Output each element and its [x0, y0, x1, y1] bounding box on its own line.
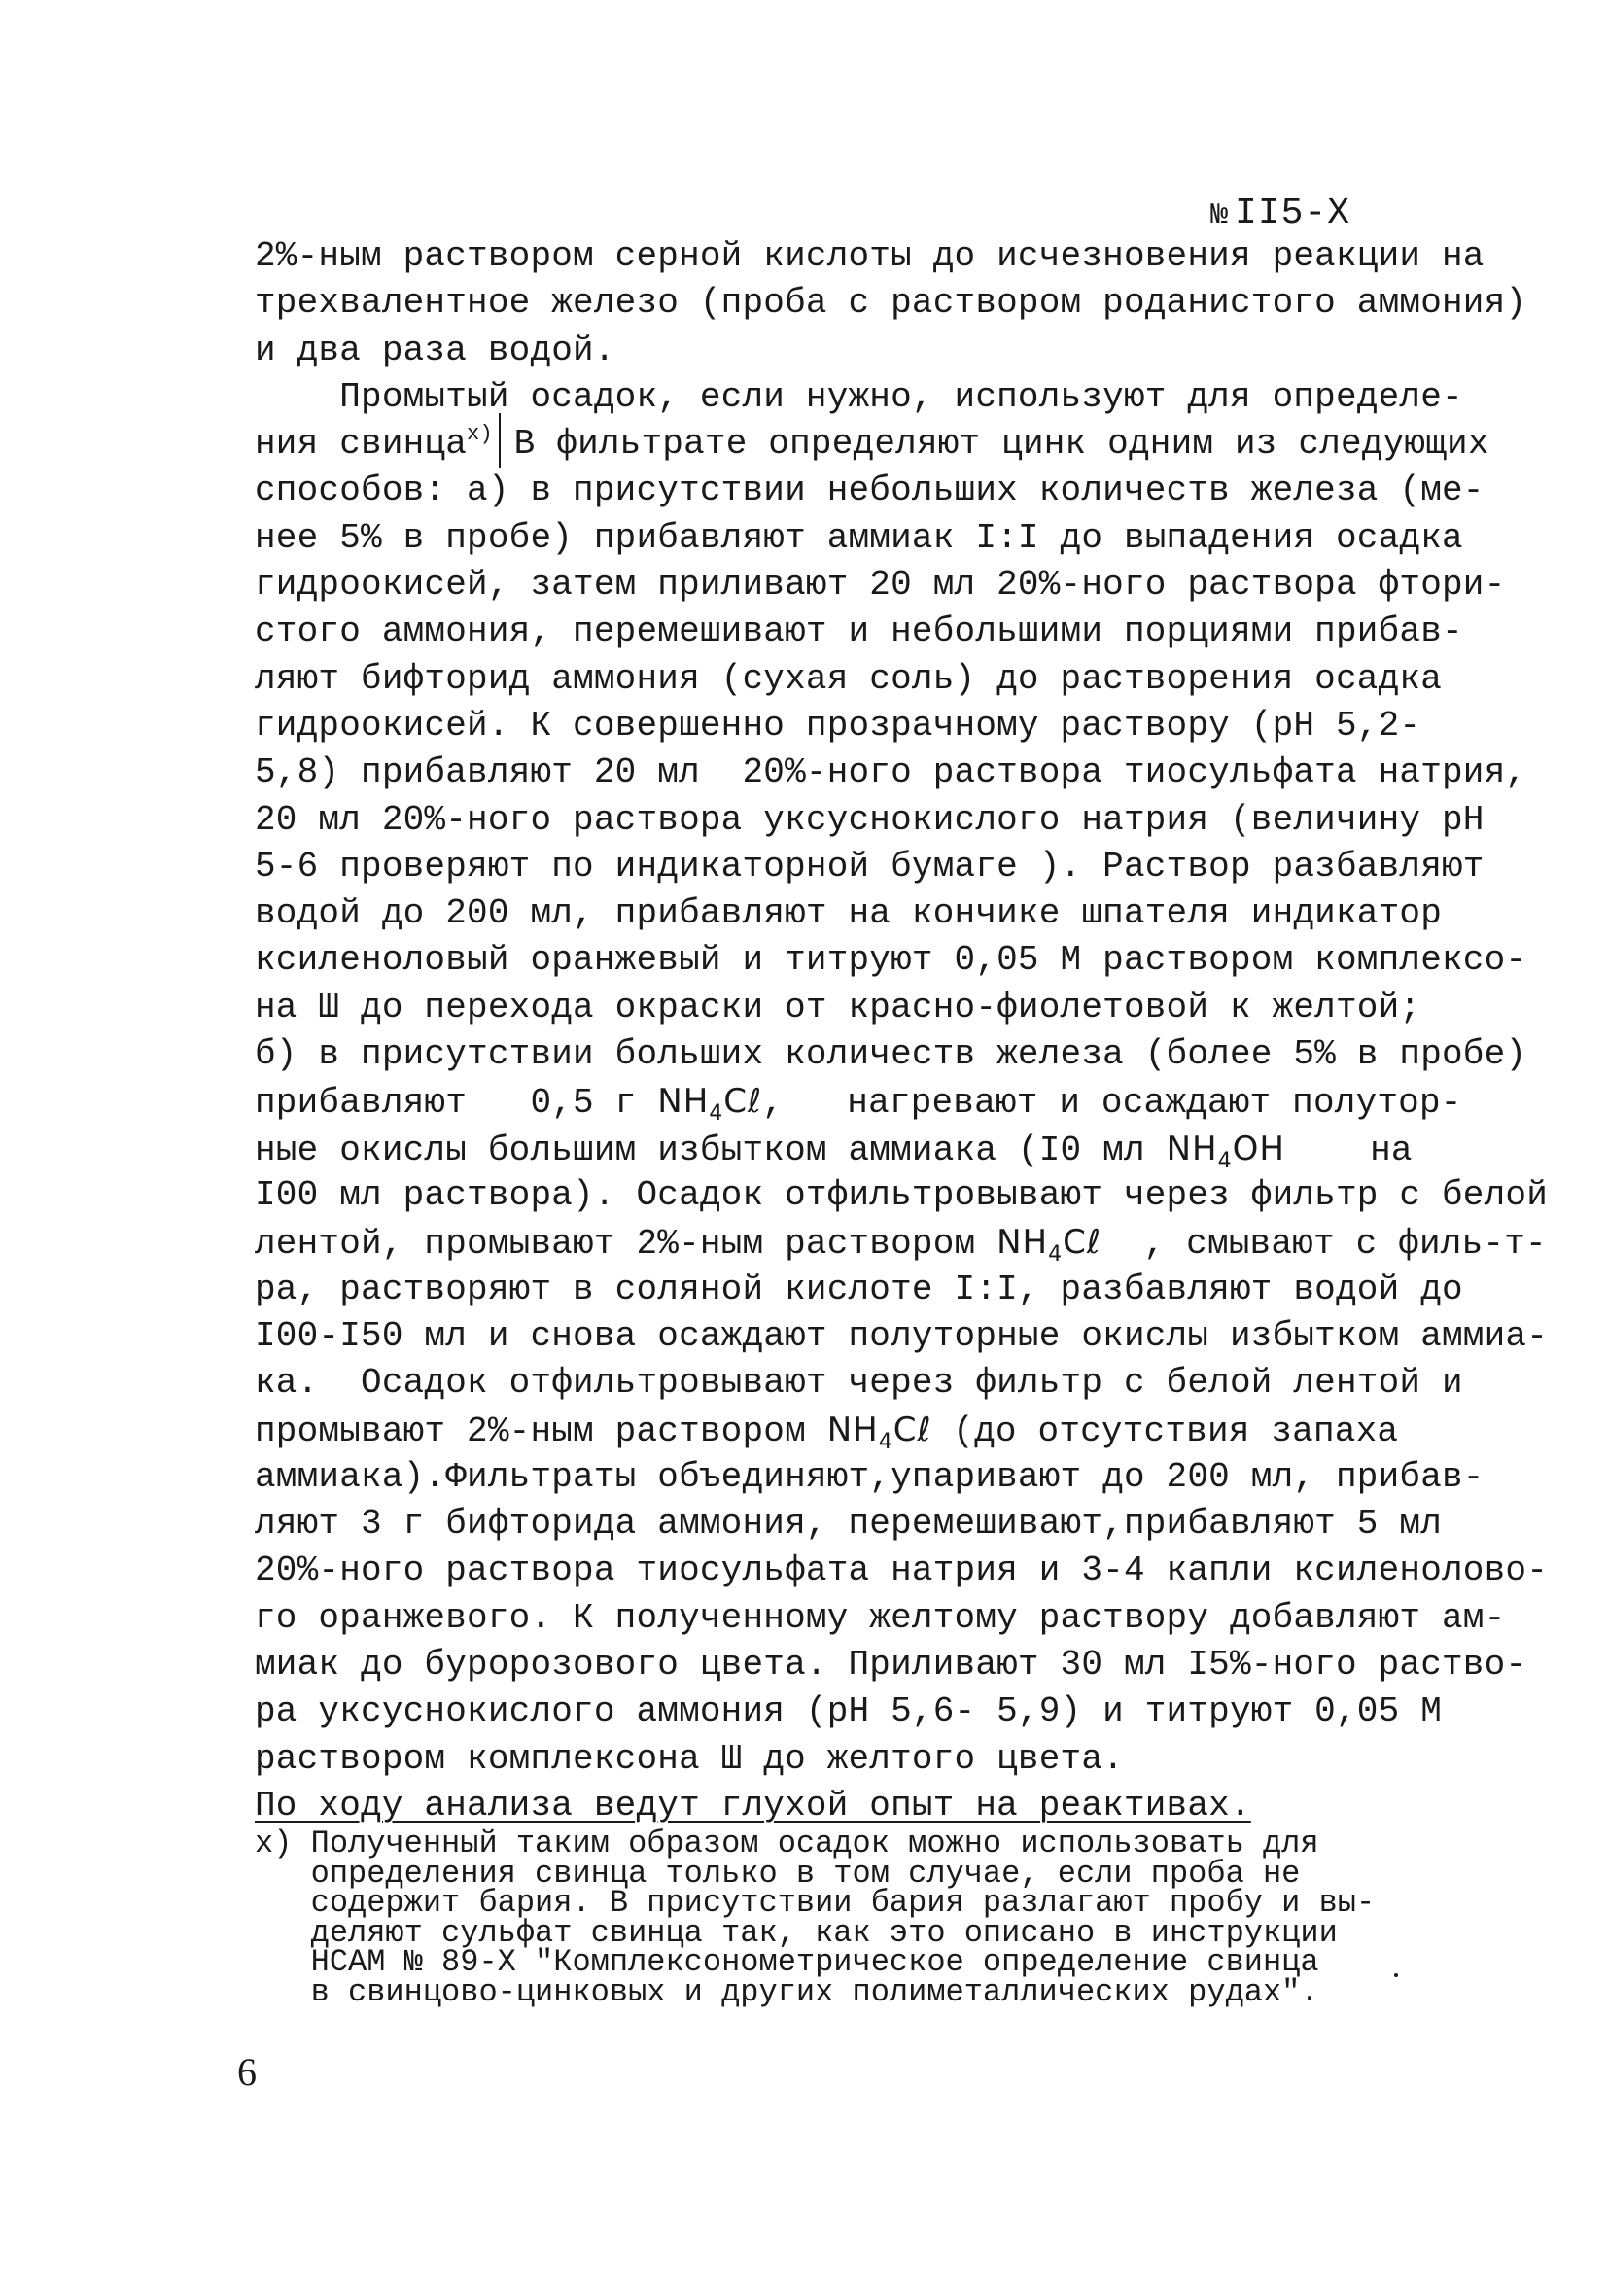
body-line-underlined: По ходу анализа ведут глухой опыт на реактивах.: [255, 1785, 1251, 1826]
body-line: б) в присутствии больших количеств железа (более 5% в пробе): [255, 1034, 1527, 1075]
body-text-fragment: промывают 2%-ным раствором: [255, 1411, 827, 1452]
formula-part: NH: [657, 1082, 710, 1122]
body-line: на Ш до перехода окраски от красно-фиолетовой к желтой;: [255, 987, 1421, 1027]
body-line: ляют 3 г бифторида аммония, перемешивают,прибавляют 5 мл: [255, 1504, 1442, 1545]
number-sign: №: [1210, 199, 1230, 232]
body-text-fragment: ные окислы большим избытком аммиака (I0 мл: [255, 1130, 1167, 1170]
body-line: 20%-ного раствора тиосульфата натрия и 3-4 капли ксиленолово-: [255, 1550, 1549, 1591]
formula-part: Cℓ: [892, 1410, 932, 1450]
body-line: нее 5% в пробе) прибавляют аммиак I:I до выпадения осадка: [255, 517, 1463, 558]
body-line: [255, 1407, 1441, 1453]
body-text-fragment: лентой, промывают 2%-ным раствором: [255, 1224, 997, 1265]
body-line: миак до буророзового цвета. Приливают 30 мл I5%-ного раство-: [255, 1644, 1527, 1685]
body-line: стого аммония, перемешивают и небольшими порциями прибав-: [255, 611, 1463, 652]
body-line: ра уксуснокислого аммония (рН 5,6- 5,9) и титруют 0,05 М: [255, 1691, 1442, 1732]
body-text-fragment: , смывают с филь-: [1101, 1224, 1505, 1265]
body-line: [255, 421, 1489, 468]
body-line: способов: а) в присутствии небольших количеств железа (ме-: [255, 470, 1485, 511]
formula-part: NH: [826, 1410, 879, 1450]
footnote: [255, 1826, 1421, 2010]
body-text-fragment: т-: [1504, 1224, 1547, 1265]
body-text-fragment: , нагревают и осаждают полутор-: [762, 1083, 1462, 1124]
body-line: ляют бифторид аммония (сухая соль) до растворения осадка: [255, 658, 1442, 699]
formula-part: OH: [1232, 1129, 1285, 1168]
formula-subscript: 4: [1217, 1148, 1233, 1173]
body-line: трехвалентное железо (проба с раствором роданистого аммония): [255, 283, 1527, 324]
body-line: 5,8) прибавляют 20 мл 20%-ного раствора тиосульфата натрия,: [255, 752, 1527, 793]
chemical-formula: [657, 1082, 763, 1127]
chemical-formula: [996, 1223, 1101, 1268]
body-line: гидроокисей. К совершенно прозрачному раствору (рН 5,2-: [255, 705, 1421, 746]
footnote-line: деляют сульфат свинца так, как это описано в инструкции: [255, 1914, 1338, 1951]
body-line: ка. Осадок отфильтровывают через фильтр с белой лентой и: [255, 1363, 1463, 1404]
formula-subscript: 4: [878, 1430, 893, 1455]
body-line: 2%-ным раствором серной кислоты до исчезновения реакции на: [255, 236, 1485, 276]
formula-part: NH: [996, 1223, 1049, 1263]
body-line: го оранжевого. К полученному желтому раствору добавляют ам-: [255, 1597, 1506, 1638]
body-line: аммиака).Фильтраты объединяют,упаривают до 200 мл, прибав-: [255, 1456, 1485, 1497]
formula-part: NH: [1166, 1129, 1218, 1168]
body-line: раствором комплексона Ш до желтого цвета.: [255, 1738, 1124, 1779]
footnote-line: в свинцово-цинковых и других полиметаллических рудах".: [255, 1973, 1319, 2010]
body-line: гидроокисей, затем приливают 20 мл 20%-ного раствора фтори-: [255, 565, 1506, 606]
stray-dot: [1394, 1973, 1398, 1977]
footnote-line: НСАМ № 89-Х "Комплексонометрическое определение свинца: [255, 1944, 1319, 1980]
formula-part: Cℓ: [1063, 1223, 1101, 1263]
body-text-fragment: В фильтрате определяют цинк одним из следующих: [492, 424, 1489, 465]
formula-subscript: 4: [709, 1101, 724, 1127]
footnote-line: определения свинца только в том случае, если проба не: [255, 1855, 1301, 1892]
body-line: и два раза водой.: [255, 330, 615, 370]
footnote-line: содержит бария. В присутствии бария разлагают пробу и вы-: [255, 1885, 1376, 1921]
body-line: Промытый осадок, если нужно, используют для определе-: [255, 376, 1463, 417]
chemical-formula: [1166, 1129, 1285, 1173]
page-number: 6: [237, 2050, 257, 2094]
body-text-fragment: ния свинца: [255, 424, 468, 465]
footnote-line: x) Полученный таким образом осадок можно использовать для: [255, 1826, 1319, 1861]
body-line: I00 мл раствора). Осадок отфильтровывают через фильтр с белой: [255, 1174, 1549, 1215]
footnote-reference: x): [467, 422, 493, 447]
body-line: [255, 1126, 1441, 1172]
formula-part: Cℓ: [723, 1082, 763, 1122]
document-number-value: II5-X: [1235, 192, 1351, 234]
body-line: [255, 1219, 1547, 1268]
body-line: [255, 1078, 1462, 1127]
document-number: [1210, 192, 1350, 234]
chemical-formula: [826, 1410, 932, 1455]
handwritten-bracket: [499, 413, 508, 468]
body-line: I00-I50 мл и снова осаждают полуторные окислы избытком аммиа-: [255, 1315, 1549, 1356]
body-line: 20 мл 20%-ного раствора уксуснокислого натрия (величину рН: [255, 799, 1485, 840]
body-text-fragment: (до отсутствия запаха: [931, 1411, 1399, 1452]
body-line: водой до 200 мл, прибавляют на кончике шпателя индикатор: [255, 893, 1442, 934]
body-line: ксиленоловый оранжевый и титруют 0,05 М раствором комплексо-: [255, 940, 1527, 981]
body-text-fragment: на: [1284, 1130, 1413, 1170]
body-text-fragment: прибавляют 0,5 г: [255, 1083, 658, 1124]
formula-subscript: 4: [1048, 1242, 1064, 1268]
body-text: [255, 233, 1549, 1829]
body-line: 5-6 проверяют по индикаторной бумаге ). Раствор разбавляют: [255, 846, 1485, 887]
body-line: ра, растворяют в соляной кислоте I:I, разбавляют водой до: [255, 1269, 1463, 1309]
